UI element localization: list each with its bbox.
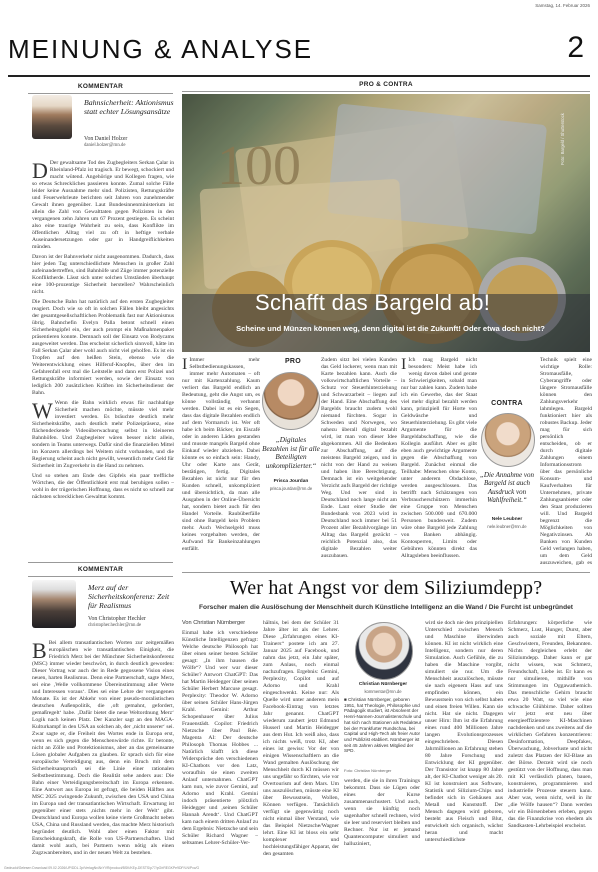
- photo-credit: Foto: Bargeld / Shutterstock: [560, 113, 565, 165]
- ki-byline: Von Christian Nürnberger: [182, 620, 246, 626]
- dropcap: B: [32, 640, 47, 663]
- author-photo-prisca-jourdan: [262, 372, 320, 430]
- author-photo-christian-nuernberger: [355, 622, 413, 680]
- kommentar1-paragraph: Und so stehen am Ende des Gipfels ein paar treffliche Wörtchen, die der Öffentlichkeit erst mal beruhigen sollen – wohl in der trügerischen Hoffnung, dass es nicht so schnell zur nächsten schrecklichen Gewalttat kommt.: [32, 473, 174, 500]
- dropcap: W: [32, 398, 53, 423]
- kommentar2-box: [28, 562, 173, 577]
- ki-col2: [263, 620, 339, 862]
- pro-col2: [321, 357, 397, 567]
- section-title: MEINUNG & ANALYSE: [8, 34, 314, 64]
- contra-email: nele.leubner@rnn.de: [487, 524, 527, 529]
- ki-author-email: kommentar@rnn.de: [364, 689, 402, 694]
- kommentar1-email: daniel.holzer@rnn.de: [84, 143, 126, 148]
- kommentar1-paragraph: Davon ist der Bahnverkehr nicht ausgenommen. Dadurch, dass hier jeden Tag unterschiedlichste Menschen in großer Zahl aufeinandertreffen, sind Bahnhöfe und Züge immer potenzielle Konfliktherde. Lässt sich unter solchen Umständen überhaupt eine 100-prozentige Sicherheit herstellen? Wahrscheinlich nicht.: [32, 254, 174, 295]
- pro-quote: „Digitales Bezahlen ist für alle Beteiligten unkomplizierter.“: [262, 436, 320, 470]
- contra-text-1: Ich mag Bargeld nicht besonders: Meist habe ich wenig davon dabei und gerate in Schwierigkeiten, sobald man nur bar zahlen kann. Zudem habe ich ein Gewerbe, das der Staat viel mehr digital bezahlt werden kann, prinzipiell für Horte von Geldwäsche und Steuerhinterziehung. Es gibt viele Argumente für die Bargeldabschaffung, wie die Kollegin ausführt. Aber es gibt eben auch gewichtige Argumente gegen die Abschaffung von Bargeld. Zunächst einmal die Teilhabe: Menschen ohne Konto, unter anderem Obdachlose, werden ausgeschlossen. Das betrifft nach Schätzungen von Verbraucherschützern immerhin eine Gruppe von Menschen zwischen 500.000 und 670.000 Personen bundesweit. Zudem wäre ohne Bargeld jede Zahlung von Banken abhängig. Kontosperren, Limits oder Gebühren könnten direkt das Alltagsleben beeinflussen.: [401, 357, 477, 559]
- procontra-kicker: PRO & CONTRA: [182, 81, 590, 92]
- ki-col5: [508, 620, 592, 862]
- ki-col4: [425, 620, 503, 862]
- page-number: 2: [567, 31, 584, 64]
- ki-author-bio: ■ Christian Nürnberger, geboren 1951, hat Theologie, Philosophie und Pädagogik studiert, ist Absolvent der Henri-Nannen-Journalistenschule und hat sich nach Stationen als Redakteur bei der Frankfurter Rundschau, bei Capital und High-Tech als freier Autor und Publizist etabliert. Nürnberger ist seit 45 Jahren aktives Mitglied der SPD.: [344, 697, 422, 754]
- kommentar2-body: [32, 640, 174, 860]
- ki-text-2: hältnis, bei dem der Schüler 31 Jahre älter ist als der Lehrer. Diese „Erfahrungen eines KI-Trainers“ postete ich am 27. Januar 2025 auf Facebook, und nahm das jetzt, ein Jahr später, zum Anlass, noch einmal nachzufragen. Ergebnis: Gemini, Perplexity, Copilot und auf Adorno und Krahl eingeschwenkt. Keine nur: Als Quelle wird unter anderem mein Facebook-Eintrag von letztes Jahr genannt. ChatGPT wiederum zaubert jetzt Edmund Husserl und Martin Heidegger aus dem Hut. Ich weiß also, dass ich nichts weiß, trotz KI, aber eines ist gewiss: Vor der von einigen Wissenschaftlern an die Wand gemalten Auslöschung der Menschheit durch KI müssen wir uns ungefähr so fürchten, wie vor Overtourism auf dem Mars. Um uns auszulöschen, müsste eine KI über Bewusstsein, Wollen, Können verfügen. Tatsächlich verfügt sie gegenwärtig noch nicht einmal über Verstand, wie das Beispiel Nietzsche/Wagner lehrt. Eine KI ist bloss ein sehr komplexer und hochleistungsfähiger Apparat, der den gesamten: [263, 620, 339, 857]
- ki-text-4: wird sie doch nie den prinzipiellen Unterschied zwischen Mensch und Maschine überwinden können. KI ist nicht wirklich eine Intelligenz, sondern nur deren Simulation. Auch Gefühle, die zu haben die Maschine vorgibt, simuliert sie nur. Um die Menschheit auszulöschen, müsste sie nach eigenem Hass auf uns empfinden können, ein Bewusstsein von sich selbst haben und einen freien Willen. Kann sie nicht. Hat sie nicht. Dagegen unser Hirn: Ihm ist die Erfahrung eines rund 400 Millionen Jahre langen Evolutionsprozesses eingeschrieben. Diesen Jahrmillionen an Erfahrung stehen 80 Jahre Forschung und Entwicklung der KI gegenüber. Der Transistor ist knapp 80 Jahre alt, der KI-Chatbot weniger als 20. KI ist konstruiert aus Software, Statistik und Silizium-Chips und befindet sich in Gehäusen aus Metall und Kunststoff. Der Mensch dagegen wird geboren, besteht aus Fleisch und Blut, entwickelt sich organisch, wächst heran und macht unterschiedlichste: [425, 620, 503, 843]
- pro-text-1: Immer mehr Selbstbedienungskassen, immer mehr Automaten – oft nur mit Kartenzahlung. Kaum verliert das Bargeld endlich an Bedeutung, geht die Angst um, es könne vollständig verbannt werden. Dabei ist es ein Segen, dass das digitale Bezahlen endlich auf dem Vormarsch ist. Wer oft habe ich beim Bäcker, im Eiscafé oder in anderen Läden gestanden und musste mangels Bargeld ohne Einkauf wieder abziehen. Dabei könnte es so einfach sein: Handy, Uhr oder Karte ans Gerät, bestätigen, fertig. Digitales Bezahlen ist nicht nur für den Kunden schnell, unkompliziert und übersichtlich, da man alle Ausgaben in der Online-Übersicht hat, sondern bietet auch für den Handel Vorteile. Raubüberfälle sind ohne Bargeld kein Problem mehr. Auch Wechselgeld muss keines vorgehalten werden, der Aufwand für Bankeinzahlungen entfällt.: [182, 357, 260, 552]
- kommentar2-email: christopher.hechler@rnn.de: [88, 623, 142, 628]
- kommentar-column: [28, 80, 173, 94]
- ki-top-rule: [182, 572, 590, 573]
- dropcap: I: [182, 357, 188, 373]
- kommentar2-kicker: KOMMENTAR: [28, 562, 173, 577]
- pro-label: PRO: [284, 358, 302, 365]
- kommentar1-paragraph: Der gewaltsame Tod des Zugbegleiters Serkan Çalar in Rheinland-Pfalz ist tragisch. Er bewegt, schockiert und macht wütend. Angehörige und Kollegen fragen, wie so etwas Schreckliches passieren konnte. Zumal solche Fälle leider keine Ausnahme mehr sind. Polizisten, Rettungskräfte und Feuerwehrleute berichten seit Jahren von zunehmender Gewalt ihnen gegenüber. Laut Bundesinnenministerium ist allein die Zahl von Gewalttaten gegen Polizisten in den vergangenen zehn Jahren um 67 Prozent gestiegen. Es scheint also eine traurige Wahrheit zu sein, dass Konflikte im öffentlichen Alltag viel zu oft in heftige verbale Auseinandersetzungen oder gar in Handgreiflichkeiten münden.: [32, 160, 174, 250]
- svg-text:100: 100: [217, 135, 301, 197]
- contra-text-2: Technik spielt eine wichtige Rolle: Stromausfälle, Cyberangriffe oder längere Stromausfälle können den Zahlungsverkehr lahmlegen. Bargeld funktioniert hier als robustes Backup. Jeder mag für sich persönlich entscheiden, ob er durch digitale Zahlungen einem Informationsstrom über das persönliche Konsum- und Kaufverhalten für Unternehmen, private Zahlungsanbieter oder den Staat produzieren will. Und Bargeld begrenzt die Möglichkeiten von Negativzinsen. Ab Banken von Kunden Geld verlangen haben, um dem Geld auszuweichen, gab es: [540, 357, 592, 566]
- ki-text-5: Erfahrungen: körperliche wie Schmerz, Lust, Hunger, Durst, aber auch soziale mit Eltern, Geschwistern, Freunden, Bekannten. Nichts dergleichen erlebt der Siliziumdepp. Daher kann er gar nicht wissen, was Schmerz, Freundschaft, Liebe ist. Er kann es nur simulieren, mithilfe von Stimmungen im Oggawathemich. Das menschliche Gehirn braucht etwa 20 Watt, so viel wie eine schwache Glühbirne. Daher sollten wir jetzt erst neu über energieeffizientere KI-Maschinen nachdenken und uns zweitens auf die wirklichen Gefahren konzentrieren: Desinformation, Deepfakes, Überwachung, Jobverluste und nicht zuletzt das Platzen der KI-Blase an der Börse. Derzeit wird sie noch gestützt von der Hoffnung, dass man mit KI verlässlich planen, bauen, konstruieren, programmieren und industrielle Prozesse steuern kann. Aber was, wenn nicht, weil in ihr „die Wölfe hausen“? Dann werden wir ein Börsenbeben erleben, gegen das die Finanzkrise von ehedem als Sandkasten-Lehrbeispiel erscheint.: [508, 620, 592, 829]
- ki-author-name: Christian Nürnberger: [358, 682, 408, 687]
- dropcap: D: [32, 160, 48, 183]
- ki-col3: [344, 778, 420, 862]
- kommentar1-body: [32, 160, 174, 560]
- pro-col1: [182, 357, 260, 567]
- ki-headline: Wer hat Angst vor dem Siliziumdepp?: [229, 577, 543, 599]
- ki-col1: [182, 630, 258, 862]
- kommentar2-byline: Von Christopher Hechler: [88, 616, 146, 622]
- author-photo-daniel-holzer: [32, 95, 72, 139]
- contra-label: CONTRA: [491, 400, 523, 407]
- kommentar2-headline: Merz auf der Sicherheitskonferenz: Zeit für Realismus: [88, 583, 170, 610]
- kommentar1-paragraph: Die Deutsche Bahn hat natürlich auf den ersten Zugbegleiter reagiert. Doch wie so oft in solchen Fällen bleibt angesichts der gesamtgesellschaftlichen Problematik fast nur Aktionismus übrig. Bahnchefin Evelyn Palla betont schnell einen Sicherheitsgipfel ein, der auch prompt ein Maßnahmenpaket präsentieren konnte. Demnach soll der Einsatz von Bodycams ausgeweitet werden. Das erscheint sicherlich sinnvoll, hätte im Fall Serkan Çalar aber wohl auch nicht viel geholfen. Es ist ein Tropfen auf den heißen Stein, ebenso wie die Weiterentwicklung eines Hilferuf-Knopfes, über den im Gefahrenfall erst mal die Leitstelle und dann erst Polizei und Rettungskräfte informiert werden, sowie der Einsatz von lediglich 200 zusätzlichen Kräften im Sicherheitsdienst der Bahn.: [32, 299, 174, 396]
- dropcap: I: [401, 357, 407, 373]
- kommentar1-headline: Bahnsicherheit: Aktionismus statt echter Lösungsansätze: [84, 98, 174, 116]
- contra-quote: „Die Annahme von Bargeld ist auch Ausdruck von Wahlfreiheit.“: [480, 471, 534, 504]
- ki-subheadline: Forscher malen die Auslöschung der Menschheit durch Künstliche Intelligenz an die Wand / Die Furcht ist unbegründet: [199, 604, 573, 611]
- contra-col1: [401, 357, 477, 567]
- pro-email: prisca.jourdan@rnn.de: [269, 486, 313, 491]
- procontra-subheadline: Scheine und Münzen können weg, denn digital ist die Zukunft! Oder etwa doch nicht?: [236, 324, 545, 333]
- ki-author-photo-credit: Foto: Christian Nürnberger: [344, 768, 392, 773]
- header-rule: [8, 75, 590, 77]
- footer-line: Gedruckt/Gelesen Download 09.02.2026/UP/DDL 2p/VerlagNr/AbYVR/product/BSK/KEp-DESTS/p77/pO/rREGKPe9DP/LN/Pxc/G: [4, 866, 200, 870]
- contra-author: Nele Leubner: [491, 517, 523, 522]
- contra-col2: [540, 357, 592, 567]
- pro-text-2: Zudem sitzt bei vielen Kunden das Geld lockerer, wenn man mit Karte bezahlen kann. Auch die volkswirtschaftlichen Vorteile – Schutz vor Steuerhinterziehung und Schwarzarbeit – liegen auf der Hand. Eine Abschaffung des Bargelds braucht zudem wohl niemand fürchten. Sogar in Schweden und Norwegen, wo nahezu überall digital bezahlt wird, ist man von dieser Idee abgekommen. All die Bedenken zur Abschaffung, auf die meistens Bargeld zeigen, und in nicht von der Hand zu weisen und haben ihre Berechtigung. Demnach ist ein weitgehender Verzicht aufs Bargeld der richtige Weg. Und wer sind in Deutschland noch lange nicht am Ende. Laut einer Studie der Bundesbank von 2023 wird in Deutschland noch immer bei 51 Prozent aller Bezahlvorgänge im Alltag das Bargeld gezückt – reichlich Potenzial also, das digitale Bezahlen weiter auszubauen.: [321, 357, 397, 559]
- kommentar1-paragraph: Wenn die Bahn wirklich etwas für nachhaltige Sicherheit machen möchte, müsste viel mehr investiert werden. Es bräuchte deutlich mehr Sicherheitskräfte, auch deutlich mehr Polizeipräsenz, eine flächendeckende Videoüberwachung selbst in kleineren Bahnhöfen. Und Zugbegleiter wären besser nicht allein, sondern in Teams unterwegs. Dafür sind die finanziellen Mittel im Konzern allerdings bei Weitem nicht vorhanden, und die Regierung scheint auch nicht gewillt, wesentlich mehr Geld für Sicherheit im Zugverkehr in die Hand zu nehmen.: [32, 400, 174, 469]
- kommentar-kicker: KOMMENTAR: [28, 80, 173, 94]
- author-photo-christopher-hechler: [32, 580, 76, 628]
- kommentar2-paragraph: Bei allem transatlantischen Worten zur zeitgemäßen europäischen wie transatlantischen Einigkeit, die Friedrich Merz bei der Münchner Sicherheitskonferenz (MSC) immer wieder beschwört, in durch deutlich geworden: Dieser Vortrag war auch der in Rede gegossene Vision eines neuen, harten Realismus. Denn eine Partnerschaft, sagte Merz, sei eine ‚Welle vollkommene Übereinstimmung aller Werte und Interessen voraus‘. Dies sei eine Lehre der vergangenen Monate. Es ist der Abkehr von einer pseudo-moralistischen deutschen Außenpolitik, die ‚oft gemahnt, gefordert, gemaßregelt‘ habe. ‚Dafür bietet die neue Weltordnung Merz‘ Logik nach keinen Platz. Der Kanzler sagt an den MAGA-Kulturkampf in den USA an solchen ab, der ‚nicht unserer‘ sei. Zwar sagte er, die Freiheit des Wortes ende in Europa erst, wenn es sich gegen die Menschenwürde richte. Er betonte, nicht an Zölle und Protektionismus, aber an das gemeinsame Lösen globaler Aufgaben zu glauben. Er sprach sich für eine europäische Verteidigung aus, denn ein Bruch mit dem Sicherheitsanspruch sei die Linie einer rationalen Selbstbestimmung. Doch die Realität sehe anders aus: Die Bahn einer Verteidigungsbereitschaft im Europa erkennen. Eine Antwort aus Europa ist gefragt, die beiden Hälften aus MSC 2025 zwingende Zukunft, zwischen den USA und China im Europa und der transatlantischen Wirtschaft. Erwartung ist gegenüber einer stets ‚nichts mehr in der Welt‘ gibt. Deutschland und Europa wollen keine vierte Großmacht neben USA, China und Russland werden, das machte Merz historisch begründet deutlich. Wohl aber einen Faktor mit Entscheidungskraft, die Rolle von US-Partnerschaften. Und damit wohl auch, bei Partnern wenn nötig als einen Zugzwanbereiten, und in der neuen Welt zu bestehen.: [32, 640, 174, 856]
- kommentar1-byline: Von Daniel Holzer: [84, 136, 128, 142]
- ki-text-1: Einmal habe ich verschiedene Künstliche Intelligenzen gefragt: Welche deutsche Philosoph hat über einen seiner besten Schüler gesagt: „In ihm hausen die Wölfe“? Und wer war dieser Schüler? Antwort ChatGPT: Das hat Martin Heidegger über seinen Schüler Herbert Marcuse gesagt. Perplexity: Theodor W. Adorno über seinen Schüler Hans-Jürgen Krahl. Gemini: Arthur Schopenhauer über Julius Frauenstädt. Copilot: Friedrich Nietzsche über Paul Rée. Magenta AI: Der deutsche Philosoph Thomas Hobbes ... Natürlich klafft ich diese Widersprüche den verschiedenen KI-Chatbots vor den Latz, woraufhin sie einen zweiten Anlauf unternahmen. ChatGPT kam nun, wie zuvor Gemini, auf Adorno und Krahl. Gemini indoch präsentierte plötzlich Heidegger und ‚seinen Schüler Hannah Arendt‘. Und ChatGPT kam nach einem dritten Anlauf zu dem Ergebnis: Nietzsche und sein Schüler Richard Wagner – seltsames Lehrer-Schüler-Ver-: [182, 630, 258, 846]
- pro-author: Prisca Jourdan: [273, 479, 309, 484]
- page-date: Samstag, 14. Februar 2026: [535, 3, 590, 8]
- author-photo-nele-leubner: [481, 413, 535, 467]
- ki-text-3: werden, die sie in ihren Trainings bekommt. Dass sie Lügen oder eines der Kurse zusammenaschustert. Und auch, wenn sie künftig noch sagenhafter schnell rechnen, wird sie leer und reserviert bleiben und Rechner. Nur ist er jemand Quantencomputer simuliert und halluziniert,: [344, 778, 420, 847]
- procontra-headline: Schafft das Bargeld ab!: [255, 290, 491, 315]
